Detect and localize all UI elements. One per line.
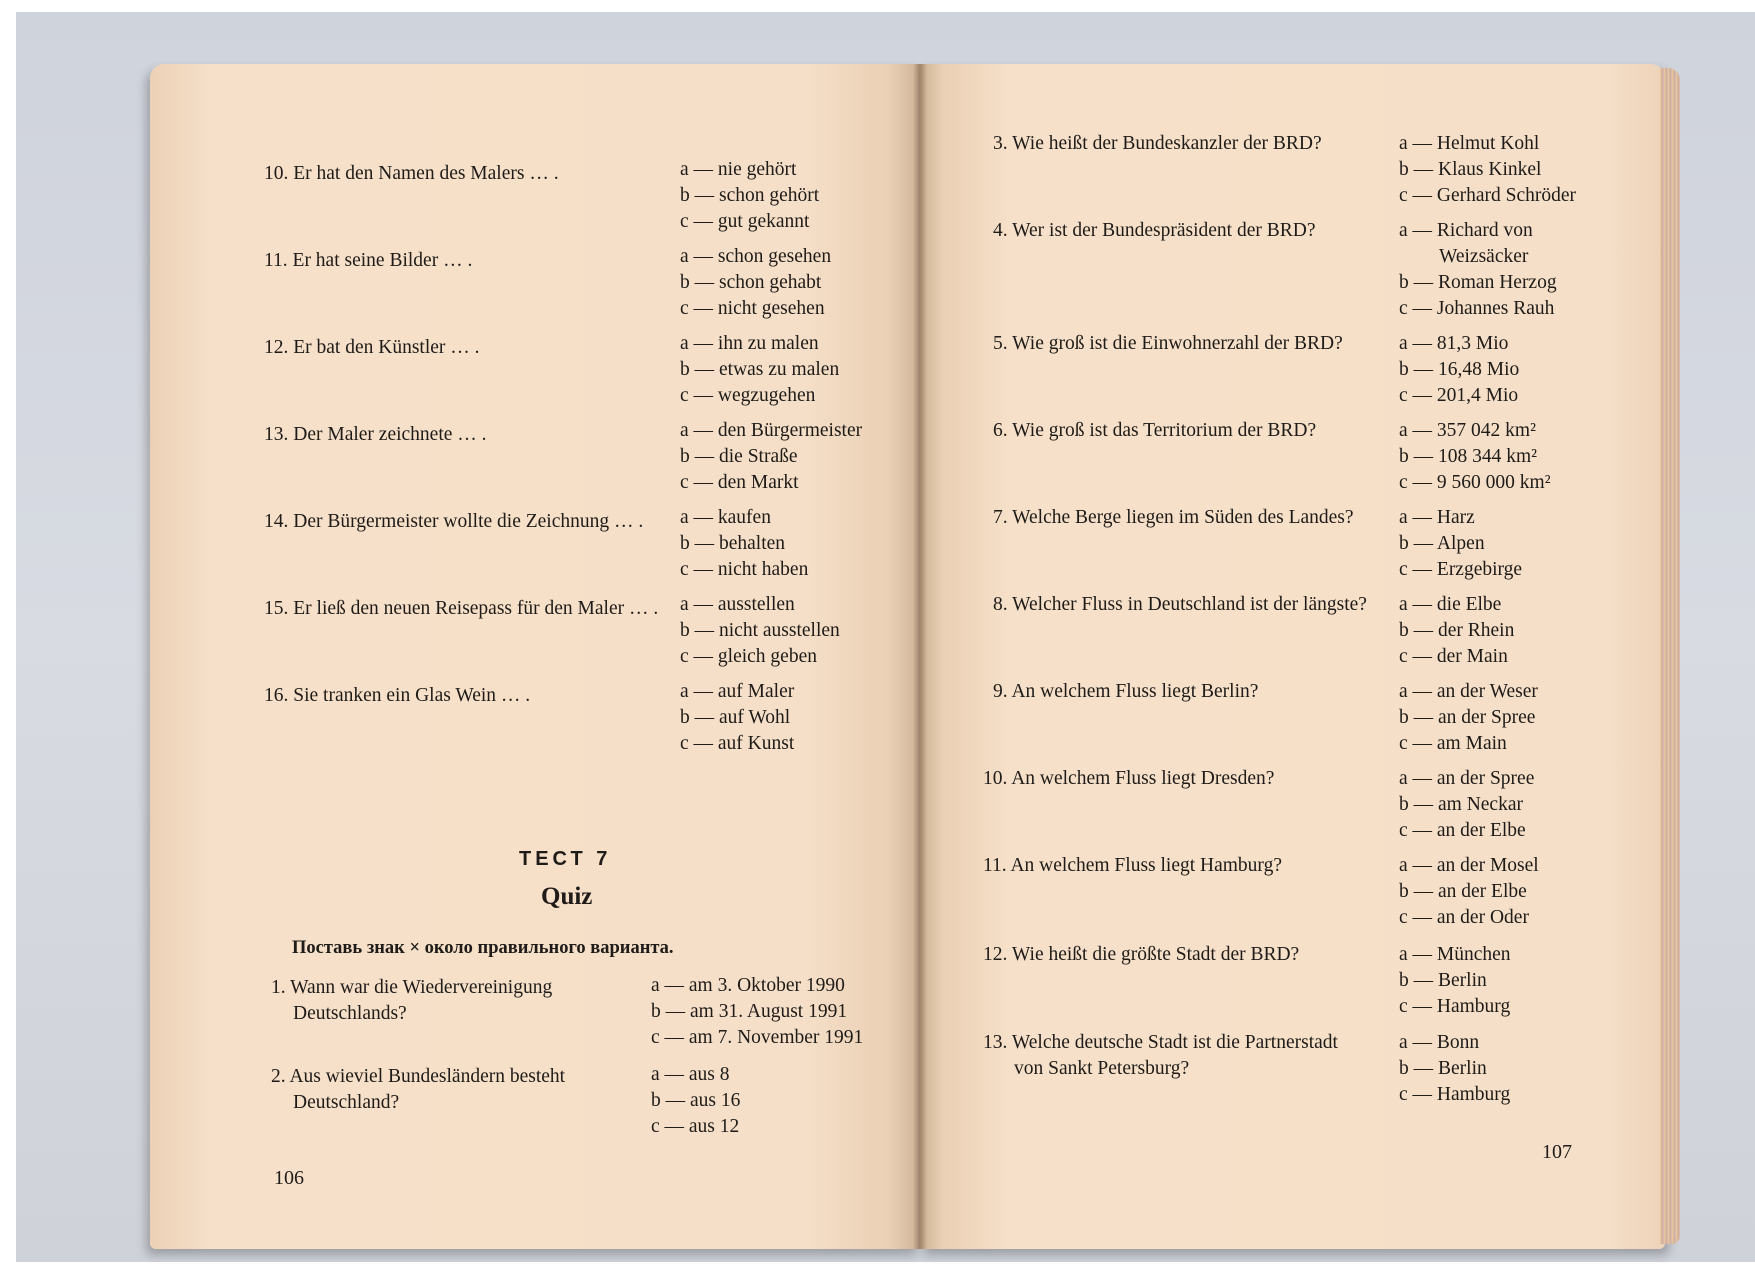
option-c[interactable]: c — den Markt — [680, 472, 799, 493]
answer-options — [680, 157, 819, 235]
option-a[interactable]: a — aus 8 — [651, 1064, 730, 1085]
option-b[interactable]: b — schon gehabt — [680, 272, 822, 293]
answer-options — [1399, 505, 1522, 583]
option-b[interactable]: b — Klaus Kinkel — [1399, 159, 1542, 180]
option-a[interactable]: a — am 3. Oktober 1990 — [651, 975, 845, 996]
option-c[interactable]: c — der Main — [1399, 646, 1508, 667]
option-a[interactable]: a — München — [1399, 944, 1511, 965]
answer-options — [680, 505, 808, 583]
option-a[interactable]: a — die Elbe — [1399, 594, 1502, 615]
page-number-right: 107 — [1542, 1141, 1572, 1163]
option-b[interactable]: b — schon gehört — [680, 185, 820, 206]
question-text: 11. Er hat seine Bilder … . — [264, 250, 473, 271]
option-b[interactable]: b — Roman Herzog — [1399, 272, 1557, 293]
option-c[interactable]: c — aus 12 — [651, 1116, 740, 1137]
option-a[interactable]: a — an der Spree — [1399, 768, 1535, 789]
option-a[interactable]: a — ausstellen — [680, 594, 795, 615]
option-c[interactable]: c — an der Oder — [1399, 907, 1529, 928]
option-b[interactable]: b — Alpen — [1399, 533, 1485, 554]
question-text: 14. Der Bürgermeister wollte die Zeichnung … . — [264, 511, 644, 532]
answer-options — [1399, 942, 1511, 1020]
option-b[interactable]: b — am 31. August 1991 — [651, 1001, 848, 1022]
page-number-left: 106 — [274, 1167, 304, 1189]
question-text: 13. Welche deutsche Stadt ist die Partnerstadt von Sankt Petersburg? — [983, 1032, 1338, 1079]
answer-options — [680, 679, 794, 757]
option-c[interactable]: c — Hamburg — [1399, 1084, 1511, 1105]
question-text: 7. Welche Berge liegen im Süden des Landes? — [993, 507, 1354, 528]
option-c[interactable]: c — nicht haben — [680, 559, 809, 580]
option-c[interactable]: c — Gerhard Schröder — [1399, 185, 1577, 206]
option-b[interactable]: b — die Straße — [680, 446, 798, 467]
question-text: 5. Wie groß ist die Einwohnerzahl der BRD? — [993, 333, 1343, 354]
option-a[interactable]: a — Richard von — [1399, 220, 1533, 241]
option-b[interactable]: b — an der Elbe — [1399, 881, 1527, 902]
answer-options — [1399, 679, 1538, 757]
option-c[interactable]: c — an der Elbe — [1399, 820, 1526, 841]
option-b[interactable]: b — der Rhein — [1399, 620, 1515, 641]
question-text: 15. Er ließ den neuen Reisepass für den Maler … . — [264, 598, 659, 619]
question-text: 6. Wie groß ist das Territorium der BRD? — [993, 420, 1317, 441]
option-b[interactable]: b — behalten — [680, 533, 786, 554]
option-a[interactable]: a — 357 042 km² — [1399, 420, 1536, 441]
question-text: 12. Er bat den Künstler … . — [264, 337, 480, 358]
option-a[interactable]: a — Harz — [1399, 507, 1475, 528]
option-c[interactable]: c — Hamburg — [1399, 996, 1511, 1017]
option-a[interactable]: a — schon gesehen — [680, 246, 832, 267]
option-c[interactable]: c — Johannes Rauh — [1399, 298, 1555, 319]
answer-options — [680, 244, 831, 322]
option-b[interactable]: b — auf Wohl — [680, 707, 791, 728]
question-text: 8. Welcher Fluss in Deutschland ist der längste? — [993, 594, 1367, 615]
test-heading: ТЕСТ 7 — [519, 848, 612, 870]
option-c[interactable]: c — am 7. November 1991 — [651, 1027, 864, 1048]
question-text: 1. Wann war die Wiedervereinigung Deutschlands? — [271, 977, 553, 1024]
answer-options — [1399, 331, 1519, 409]
option-b[interactable]: b — nicht ausstellen — [680, 620, 840, 641]
option-a[interactable]: a — kaufen — [680, 507, 771, 528]
option-c[interactable]: c — 201,4 Mio — [1399, 385, 1519, 406]
option-c[interactable]: c — gleich geben — [680, 646, 817, 667]
option-a[interactable]: a — den Bürgermeister — [680, 420, 863, 441]
option-b[interactable]: b — 16,48 Mio — [1399, 359, 1520, 380]
answer-options — [1399, 766, 1534, 844]
option-b[interactable]: b — 108 344 km² — [1399, 446, 1538, 467]
question-text: 12. Wie heißt die größte Stadt der BRD? — [983, 944, 1300, 965]
answer-options — [680, 331, 839, 409]
question-text: 10. Er hat den Namen des Malers … . — [264, 163, 559, 184]
answer-options — [651, 1062, 740, 1140]
option-c[interactable]: c — auf Kunst — [680, 733, 795, 754]
answer-options — [1399, 853, 1539, 931]
option-a[interactable]: a — an der Mosel — [1399, 855, 1539, 876]
answer-options — [680, 418, 862, 496]
option-b[interactable]: b — an der Spree — [1399, 707, 1536, 728]
option-a[interactable]: a — auf Maler — [680, 681, 795, 702]
question-text: 3. Wie heißt der Bundeskanzler der BRD? — [993, 133, 1322, 154]
answer-options — [1399, 592, 1514, 670]
question-text: 13. Der Maler zeichnete … . — [264, 424, 487, 445]
answer-options — [1399, 418, 1551, 496]
option-c[interactable]: c — gut gekannt — [680, 211, 810, 232]
question-text: 16. Sie tranken ein Glas Wein … . — [264, 685, 531, 706]
option-a[interactable]: a — nie gehört — [680, 159, 797, 180]
quiz-heading: Quiz — [541, 883, 593, 910]
option-c[interactable]: c — wegzugehen — [680, 385, 816, 406]
answer-options — [680, 592, 840, 670]
option-a[interactable]: a — an der Weser — [1399, 681, 1538, 702]
answer-options — [651, 973, 863, 1051]
option-b[interactable]: b — etwas zu malen — [680, 359, 840, 380]
question-text: 4. Wer ist der Bundespräsident der BRD? — [993, 220, 1316, 241]
answer-options — [1399, 1030, 1510, 1108]
option-b[interactable]: b — aus 16 — [651, 1090, 741, 1111]
option-c[interactable]: c — nicht gesehen — [680, 298, 825, 319]
question-text: 9. An welchem Fluss liegt Berlin? — [993, 681, 1259, 702]
option-a[interactable]: a — ihn zu malen — [680, 333, 819, 354]
option-a[interactable]: a — Bonn — [1399, 1032, 1480, 1053]
option-c[interactable]: c — Erzgebirge — [1399, 559, 1523, 580]
option-b[interactable]: b — am Neckar — [1399, 794, 1523, 815]
page-edges — [1660, 68, 1680, 1244]
answer-options — [1399, 218, 1557, 322]
option-b[interactable]: b — Berlin — [1399, 970, 1487, 991]
answer-options — [1399, 131, 1576, 209]
option-a-continued: Weizsäcker — [1439, 246, 1529, 267]
option-a[interactable]: a — Helmut Kohl — [1399, 133, 1540, 154]
instruction-text: Поставь знак × около правильного варианта. — [292, 938, 674, 958]
option-c[interactable]: c — 9 560 000 km² — [1399, 472, 1551, 493]
option-a[interactable]: a — 81,3 Mio — [1399, 333, 1509, 354]
question-text: 10. An welchem Fluss liegt Dresden? — [983, 768, 1275, 789]
option-b[interactable]: b — Berlin — [1399, 1058, 1487, 1079]
question-text: 2. Aus wieviel Bundesländern besteht Deutschland? — [271, 1066, 566, 1113]
option-c[interactable]: c — am Main — [1399, 733, 1507, 754]
question-text: 11. An welchem Fluss liegt Hamburg? — [983, 855, 1282, 876]
book-gutter — [913, 64, 927, 1249]
